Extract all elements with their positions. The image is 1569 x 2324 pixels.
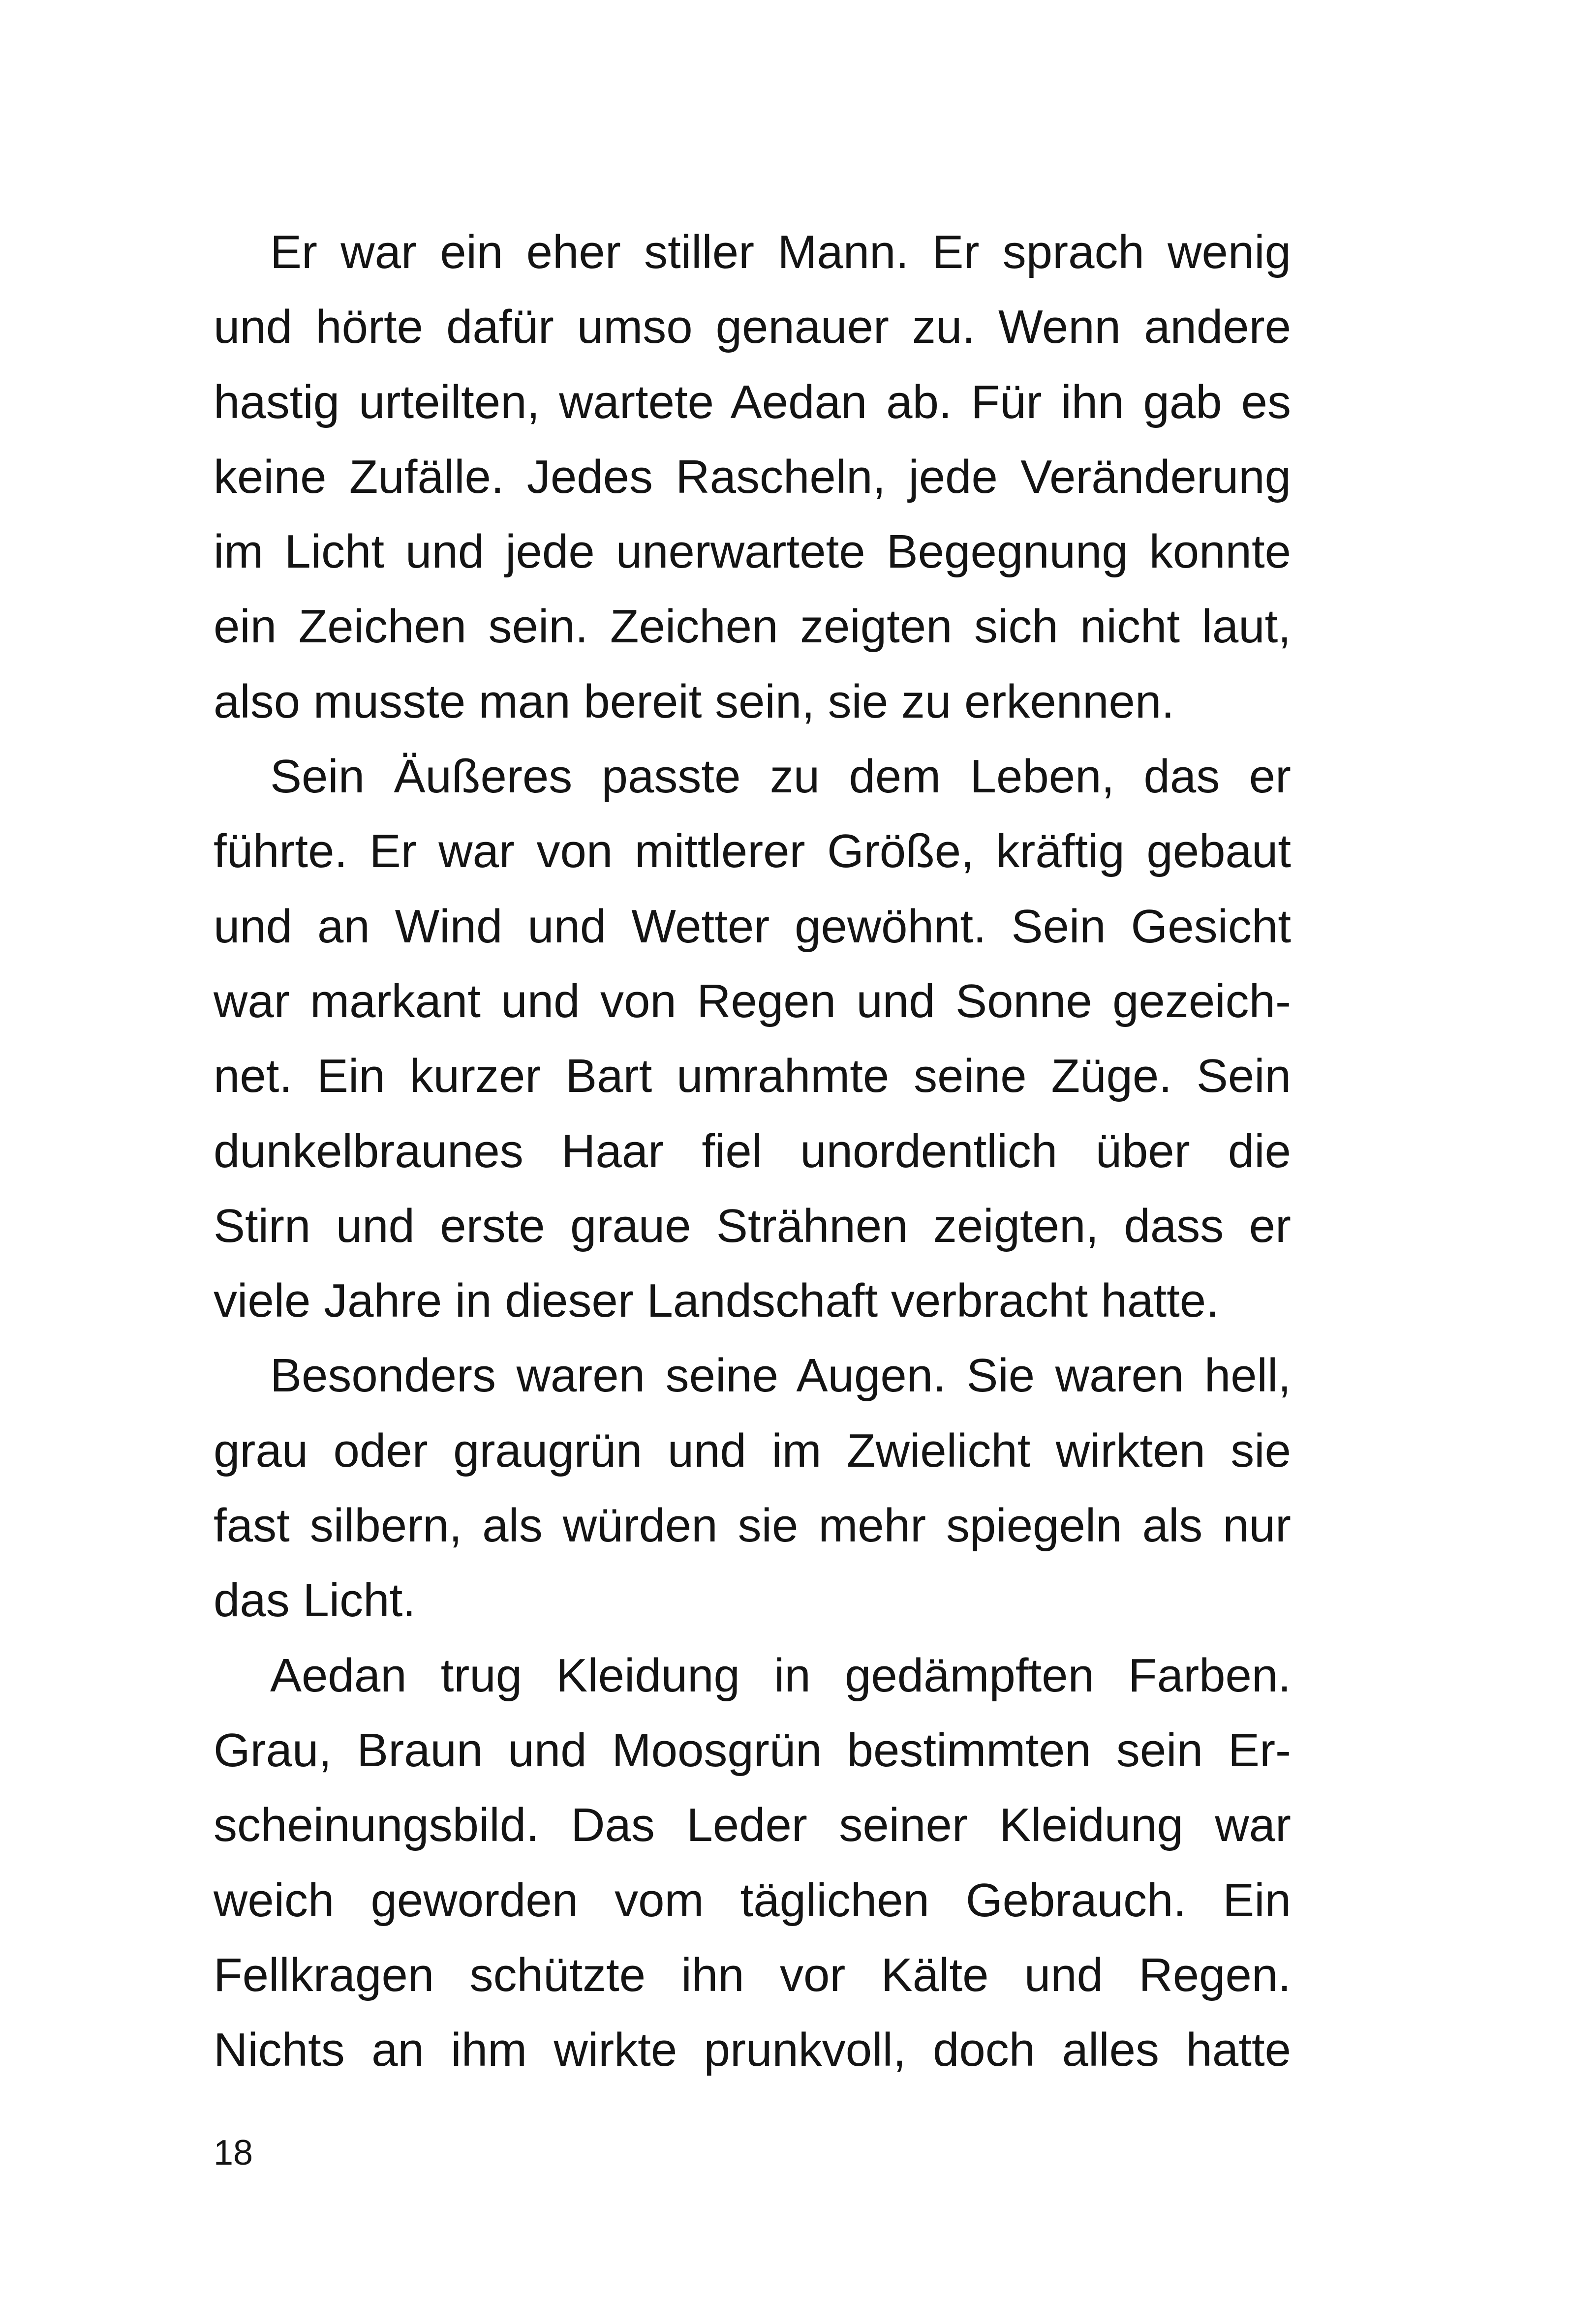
text-line: Grau, Braun und Moosgrün bestimmten sein Er- — [214, 1723, 1291, 1777]
text-line: und an Wind und Wetter gewöhnt. Sein Gesicht — [214, 900, 1291, 953]
text-line: und hörte dafür umso genauer zu. Wenn andere — [214, 301, 1291, 354]
body-text — [214, 215, 1291, 2087]
paragraph — [214, 739, 1291, 1338]
text-line: Stirn und erste graue Strähnen zeigten, dass er — [214, 1199, 1291, 1252]
text-line: das Licht. — [214, 1574, 416, 1627]
text-line: Nichts an ihm wirkte prunkvoll, doch alles hatte — [214, 2023, 1291, 2077]
text-line: scheinungsbild. Das Leder seiner Kleidung war — [214, 1799, 1291, 1852]
page-number: 18 — [214, 2133, 253, 2173]
text-line: Er war ein eher stiller Mann. Er sprach wenig — [270, 226, 1291, 278]
text-line: Sein Äußeres passte zu dem Leben, das er — [270, 750, 1291, 803]
text-line: im Licht und jede unerwartete Begegnung konnte — [214, 525, 1291, 578]
text-line: weich geworden vom täglichen Gebrauch. Ein — [214, 1873, 1291, 1927]
text-line: hastig urteilten, wartete Aedan ab. Für ihn gab es — [214, 375, 1291, 428]
text-line: fast silbern, als würden sie mehr spiegeln als nur — [214, 1499, 1291, 1552]
text-line: net. Ein kurzer Bart umrahmte seine Züge. Sein — [214, 1050, 1291, 1103]
text-line: war markant und von Regen und Sonne gezeich- — [214, 974, 1291, 1027]
text-line: dunkelbraunes Haar fiel unordentlich über die — [214, 1124, 1291, 1177]
paragraph — [214, 215, 1291, 739]
text-line: also musste man bereit sein, sie zu erkennen. — [214, 675, 1174, 728]
paragraph — [214, 1338, 1291, 1638]
text-line: Aedan trug Kleidung in gedämpften Farben. — [270, 1649, 1291, 1702]
text-line: keine Zufälle. Jedes Rascheln, jede Veränderung — [214, 450, 1291, 503]
text-line: ein Zeichen sein. Zeichen zeigten sich nicht laut, — [214, 600, 1291, 653]
text-line: Besonders waren seine Augen. Sie waren hell, — [270, 1349, 1291, 1402]
text-line: grau oder graugrün und im Zwielicht wirkten sie — [214, 1424, 1291, 1477]
text-line: viele Jahre in dieser Landschaft verbracht hatte. — [214, 1274, 1219, 1328]
text-line: führte. Er war von mittlerer Größe, kräftig gebaut — [214, 825, 1291, 878]
text-line: Fellkragen schützte ihn vor Kälte und Regen. — [214, 1948, 1291, 2001]
paragraph — [214, 1638, 1291, 2088]
